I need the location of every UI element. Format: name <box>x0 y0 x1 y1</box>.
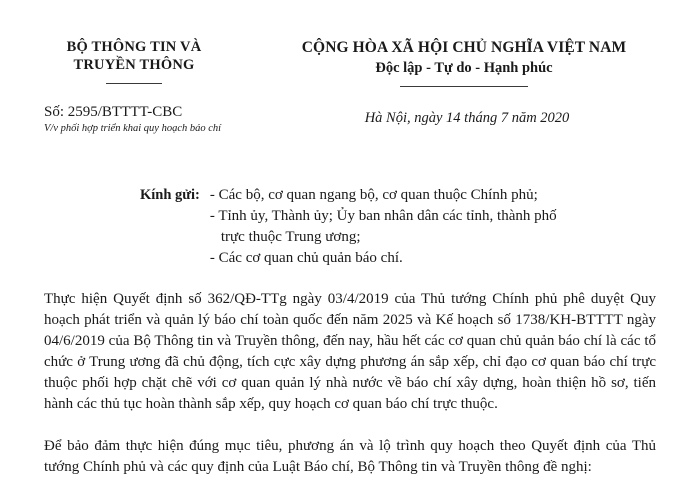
document-subject: V/v phối hợp triển khai quy hoạch báo chí <box>44 123 222 134</box>
recipient-item-continuation: trực thuộc Trung ương; <box>220 229 361 245</box>
organization-name-line1: BỘ THÔNG TIN VÀ <box>66 39 202 55</box>
national-title: CỘNG HÒA XÃ HỘI CHỦ NGHĨA VIỆT NAM <box>301 39 627 56</box>
document-header <box>0 0 700 87</box>
national-motto-divider <box>400 86 528 87</box>
document-reference-block <box>0 103 268 136</box>
document-meta-row <box>0 103 700 136</box>
recipients-block <box>0 185 700 269</box>
recipients-list <box>210 185 557 269</box>
recipient-item: - Các cơ quan chủ quản báo chí. <box>209 250 403 266</box>
document-body <box>0 289 700 478</box>
place-and-date: Hà Nội, ngày 14 tháng 7 năm 2020 <box>364 110 570 126</box>
recipients-label: Kính gửi: <box>140 187 200 203</box>
body-paragraph-2: Để bảo đảm thực hiện đúng mục tiêu, phương án và lộ trình quy hoạch theo Quyết định của Thủ tướng Chính phủ và các quy định của Luật Báo chí, Bộ Thông tin và Truyền thông đề nghị: <box>44 438 656 475</box>
recipient-item: - Các bộ, cơ quan ngang bộ, cơ quan thuộc Chính phủ; <box>209 187 538 203</box>
national-heading-block <box>258 38 700 87</box>
national-motto: Độc lập - Tự do - Hạnh phúc <box>375 60 553 76</box>
recipient-item: - Tỉnh ủy, Thành ủy; Ủy ban nhân dân các tỉnh, thành phố <box>209 208 557 224</box>
organization-divider <box>106 83 162 84</box>
document-place-date-block <box>268 103 700 127</box>
issuing-organization-block <box>0 38 258 84</box>
organization-name-line2: TRUYỀN THÔNG <box>73 57 195 73</box>
body-paragraph-1: Thực hiện Quyết định số 362/QĐ-TTg ngày 03/4/2019 của Thủ tướng Chính phủ phê duyệt Quy hoạch phát triển và quản lý báo chí toàn quốc đến năm 2025 và Kế hoạch số 1738/KH-BTTTT ngày 04/6/2019 của Bộ Thông tin và Truyền thông, đến nay, hầu hết các cơ quan chủ quản báo chí là các tổ chức ở Trung ương đã chủ động, tích cực xây dựng phương án sắp xếp, chỉ đạo cơ quan báo chí trực thuộc phối hợp chặt chẽ với cơ quan quản lý nhà nước về báo chí xây dựng, hoàn thiện hồ sơ, tiến hành các thủ tục hoàn thành sắp xếp, quy hoạch cơ quan báo chí trực thuộc. <box>44 291 656 412</box>
document-number: Số: 2595/BTTTT-CBC <box>44 104 183 120</box>
